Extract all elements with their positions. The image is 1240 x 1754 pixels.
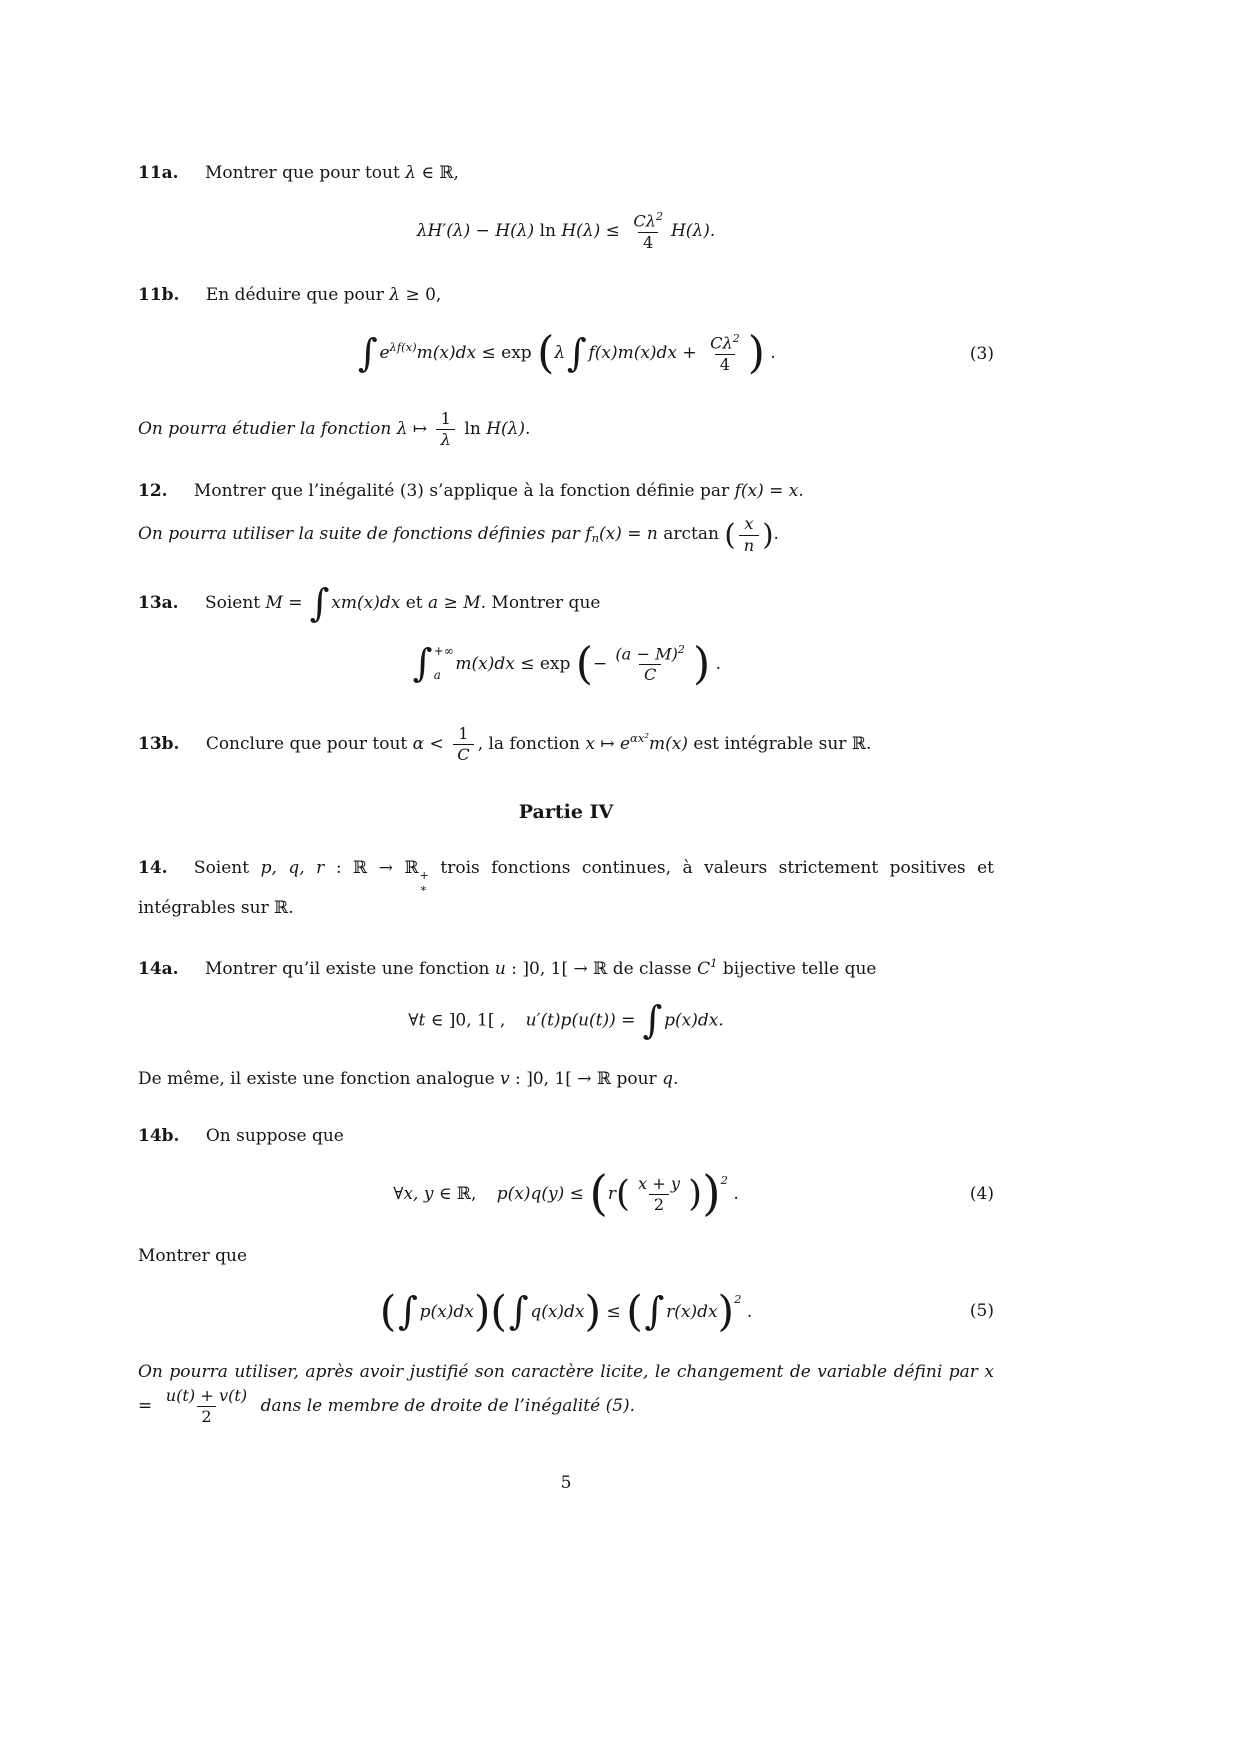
formula-14a: ∀t ∈ ]0, 1[ , u′(t)p(u(t)) = ∫ p(x)dx. [408,997,724,1043]
formula-11a: λH′(λ) − H(λ) ln H(λ) ≤ $\frac{C\lambda^2}{4}$ H(λ). [416,209,716,252]
page-number: 5 [560,1472,572,1493]
question-13b-label: 13b. [138,734,180,755]
question-12-text: Montrer que l’inégalité (3) s’applique à la fonction définie par f(x) = x. [193,481,804,502]
question-13a [138,580,994,626]
question-14b-label: 14b. [138,1125,180,1146]
hint-after-11b: On pourra étudier la fonction λ ↦ $\frac{1}{\lambda}$ ln H(λ). [138,408,531,449]
question-14 [138,855,994,920]
formula-13a-row [138,632,994,696]
text-montrer-que: Montrer que [138,1245,248,1266]
question-14a-label: 14a. [138,958,179,979]
equation-4-formula: ∀x, y ∈ ℝ, p(x)q(y) ≤ (r( $\frac{x + y}{2}$ ))$^2$ . [393,1166,739,1222]
formula-14a-row [138,992,994,1050]
hint-after-12: On pourra utiliser la suite de fonctions définies par fn(x) = n arctan ( $\frac{x}{n}$ ). [138,514,779,555]
question-14b-text: On suppose que [205,1125,344,1146]
equation-5-row [138,1279,994,1343]
question-13a-label: 13a. [138,593,179,614]
question-11b-text: En déduire que pour λ ≥ 0, [205,285,442,306]
question-13b [138,724,994,765]
equation-3-number: (3) [969,343,994,364]
question-12 [138,478,994,504]
equation-5-number: (5) [969,1301,994,1322]
question-14b [138,1123,994,1149]
question-12-label: 12. [138,481,168,502]
question-11a [138,160,994,186]
document-page [138,0,994,1493]
question-11b-label: 11b. [138,285,180,306]
question-11a-text: Montrer que pour tout λ ∈ ℝ, [204,163,459,183]
section-heading-partie-iv: Partie IV [518,801,614,824]
text-after-14a: De même, il existe une fonction analogue v : ]0, 1[ → ℝ pour q. [138,1069,679,1090]
equation-3-formula: ∫ $e^{\lambda f(x)}m(x)dx \le \exp (\lambda$ ∫ f(x)m(x)dx + $\frac{C\lambda^2}{4}$ ) . [357,327,776,379]
question-14a-text: Montrer qu’il existe une fonction u : ]0, 1[ → ℝ de classe $C^1$ bijective telle que [204,955,877,979]
equation-4-number: (4) [969,1183,994,1204]
equation-5-formula: ( ∫ p(x)dx)( ∫ q(x)dx) ≤ ( ∫ r(x)dx)$^2$ . [379,1287,753,1337]
equation-4-row [138,1161,994,1227]
question-14-label: 14. [138,858,168,879]
equation-3-row [138,323,994,385]
hint-after-14b: On pourra utiliser, après avoir justifié son caractère licite, le changement de variable défini par x = $\frac{u(t) + v(t)}{2}$ dans le membre de droite de l’inégalité (5). [138,1362,994,1426]
question-14a [138,955,994,982]
formula-13a: ∫ +∞ a m(x)dx ≤ exp (− $\frac{(a - M)^2}{C}$ ) . [412,638,721,690]
question-13a-text: Soient M = ∫ xm(x)dx et a ≥ M. Montrer que [204,580,601,626]
question-13b-text: Conclure que pour tout α < $\frac{1}{C}$ , la fonction x ↦ $e^{\alpha x^2}m(x)$ est intégrable sur ℝ. [205,724,872,765]
question-11a-label: 11a. [138,163,179,183]
formula-11a-row [138,204,994,258]
question-14-text: Soient p, q, r : ℝ → ℝ + ∗ trois fonctions continues, à valeurs strictement positives et intégrables sur ℝ. [138,858,995,918]
question-11b [138,282,994,308]
